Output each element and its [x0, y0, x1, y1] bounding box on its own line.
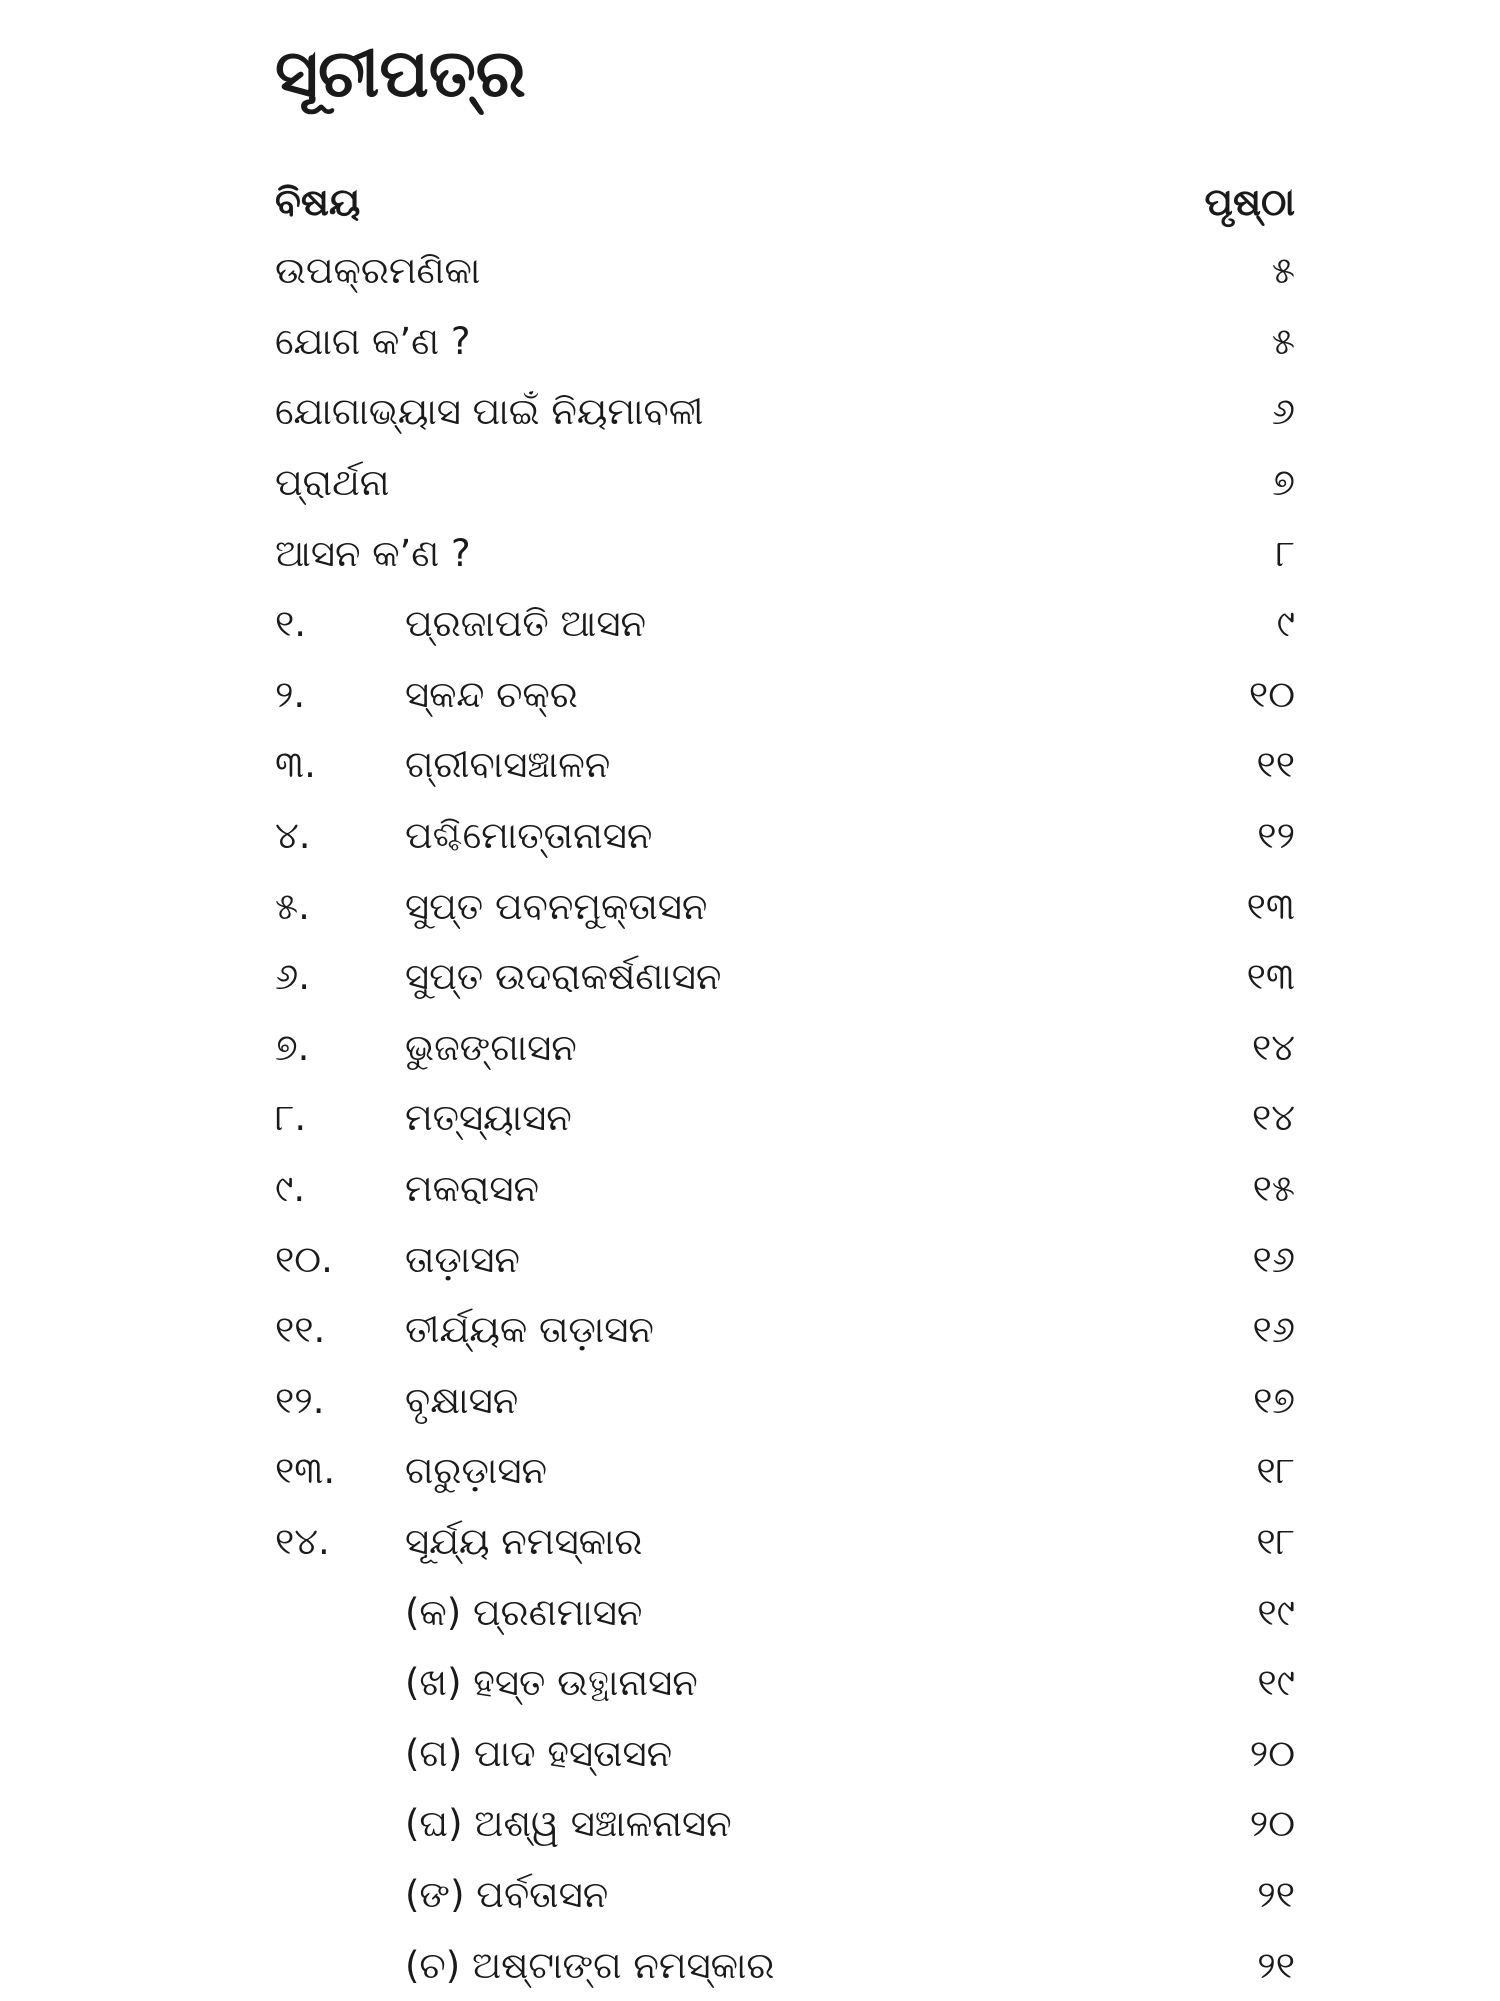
toc-entry [275, 1224, 1295, 1295]
toc-entry-title: ତାଡ଼ାସନ [405, 1237, 520, 1281]
toc-entry [275, 1083, 1295, 1154]
toc-entry [275, 1436, 1295, 1507]
toc-entry [275, 871, 1295, 942]
toc-entry-page: ୧୨ [1257, 814, 1295, 858]
toc-entry-title: ସୁପ୍ତ ଉଦରାକର୍ଷଣାସନ [405, 955, 722, 999]
toc-entry-title: ଆସନ କ’ଣ ? [275, 531, 471, 575]
toc-entry [275, 1154, 1295, 1225]
toc-entry-title: ଗ୍ରୀବାସଞ୍ଚାଳନ [405, 743, 611, 787]
page-title: ସୂଚୀପତ୍ର [275, 35, 526, 112]
toc-entry [275, 1366, 1295, 1437]
toc-entry [275, 448, 1295, 519]
toc-entry-title: ପ୍ରଜାପତି ଆସନ [405, 602, 646, 646]
toc-entry [275, 942, 1295, 1013]
toc-entry-title: (ଙ) ପର୍ବତାସନ [405, 1872, 609, 1916]
toc-entry-page: ୭ [1272, 461, 1295, 505]
toc-entry-page: ୧୬ [1252, 1308, 1295, 1352]
toc-entry-page: ୧୬ [1252, 1237, 1295, 1281]
toc-entry [275, 1718, 1295, 1789]
toc-entry-number: ୧୨. [275, 1378, 325, 1422]
page-column-header: ପୃଷ୍ଠା [1204, 179, 1295, 224]
toc-entry-number: ୭. [275, 1025, 310, 1069]
toc-entry-page: ୫ [1271, 319, 1295, 363]
toc-entry-number: ୧୪. [275, 1519, 330, 1563]
toc-entry-page: ୧୮ [1256, 1519, 1295, 1563]
toc-entry-page: ୨୧ [1257, 1943, 1295, 1987]
toc-entry [275, 307, 1295, 378]
toc-entry-page: ୨୦ [1249, 1802, 1295, 1846]
toc-entry [275, 1930, 1295, 2001]
toc-entry [275, 660, 1295, 731]
toc-entry [275, 589, 1295, 660]
toc-entry-number: ୧୧. [275, 1308, 326, 1352]
toc-entry-page: ୧୭ [1253, 1378, 1295, 1422]
toc-entry-title: (ଖ) ହସ୍ତ ଉତ୍ଥାନାସନ [405, 1661, 698, 1705]
toc-entry-number: ୯. [275, 1167, 306, 1211]
toc-entry-page: ୧୩ [1246, 884, 1295, 928]
toc-entry [275, 730, 1295, 801]
toc-entry [275, 1789, 1295, 1860]
toc-entry [275, 1648, 1295, 1719]
toc-entry [275, 801, 1295, 872]
toc-entry-number: ୫. [275, 884, 310, 928]
toc-entry-title: ବୃକ୍ଷାସନ [405, 1378, 519, 1422]
toc-entry-number: ୧୩. [275, 1449, 336, 1493]
toc-entry-page: ୨୦ [1249, 1731, 1295, 1775]
toc-entry [275, 377, 1295, 448]
toc-entry-page: ୧୪ [1252, 1025, 1295, 1069]
toc-entry-page: ୫ [1271, 249, 1295, 293]
toc-entry-page: ୧୯ [1257, 1590, 1295, 1634]
toc-entry-page: ୧୫ [1252, 1167, 1295, 1211]
subject-column-header: ବିଷୟ [275, 179, 361, 224]
toc-entry [275, 1577, 1295, 1648]
toc-entry [275, 1507, 1295, 1578]
toc-entry-page: ୧୯ [1257, 1661, 1295, 1705]
toc-entry-title: ଯୋଗାଭ୍ୟାସ ପାଇଁ ନିୟମାବଳୀ [275, 390, 704, 434]
toc-entry-page: ୧୮ [1256, 1449, 1295, 1493]
toc-entry-page: ୯ [1276, 602, 1295, 646]
toc-header [275, 172, 1295, 232]
toc-entry [275, 1295, 1295, 1366]
toc-entry [275, 1013, 1295, 1084]
toc-entry-title: (ଘ) ଅଶ୍ୱ ସଞ୍ଚାଳନାସନ [405, 1802, 732, 1846]
toc-entry-title: ଭୁଜଙ୍ଗାସନ [405, 1025, 577, 1069]
toc-entry-title: ଉପକ୍ରମଣିକା [275, 249, 481, 293]
toc-entry-title: ସ୍କନ୍ଦ ଚକ୍ର [405, 672, 578, 716]
toc-entry-title: ପଶ୍ଚିମୋତ୍ତାନାସନ [405, 814, 653, 858]
toc-entry-title: ଯୋଗ କ’ଣ ? [275, 319, 471, 363]
toc-entry-page: ୧୦ [1248, 672, 1295, 716]
toc-entry-title: ମକରାସନ [405, 1167, 540, 1211]
toc-entry-title: (ଗ) ପାଦ ହସ୍ତାସନ [405, 1731, 673, 1775]
toc-entry-title: (କ) ପ୍ରଣମାସନ [405, 1590, 643, 1634]
toc-entry-title: ଗରୁଡ଼ାସନ [405, 1449, 547, 1493]
toc-entry-page: ୧୪ [1252, 1096, 1295, 1140]
table-of-contents [275, 236, 1295, 2001]
toc-entry-title: ସୂର୍ଯ୍ୟ ନମସ୍କାର [405, 1519, 643, 1563]
toc-entry-page: ୧୩ [1246, 955, 1295, 999]
toc-entry-page: ୧୧ [1256, 743, 1295, 787]
toc-entry-number: ୪. [275, 814, 311, 858]
toc-entry-title: (ଚ) ଅଷ୍ଟାଙ୍ଗ ନମସ୍କାର [405, 1943, 775, 1987]
toc-entry-title: ତୀର୍ଯ୍ୟକ ତାଡ଼ାସନ [405, 1308, 654, 1352]
toc-entry-title: ମତ୍ସ୍ୟାସନ [405, 1096, 572, 1140]
toc-entry-number: ୩. [275, 743, 316, 787]
toc-entry-number: ୨. [275, 672, 306, 716]
toc-entry-title: ପ୍ରାର୍ଥନା [275, 461, 390, 505]
toc-entry-number: ୧. [275, 602, 307, 646]
toc-entry-title: ସୁପ୍ତ ପବନମୁକ୍ତାସନ [405, 884, 708, 928]
toc-entry-page: ୨୧ [1257, 1872, 1295, 1916]
toc-entry-page: ୬ [1271, 390, 1295, 434]
toc-entry [275, 236, 1295, 307]
toc-entry-number: ୬. [275, 955, 310, 999]
toc-entry-page: ୮ [1275, 531, 1295, 575]
toc-entry-number: ୮. [275, 1096, 307, 1140]
toc-entry [275, 518, 1295, 589]
toc-entry [275, 1860, 1295, 1931]
toc-entry-number: ୧୦. [275, 1237, 333, 1281]
